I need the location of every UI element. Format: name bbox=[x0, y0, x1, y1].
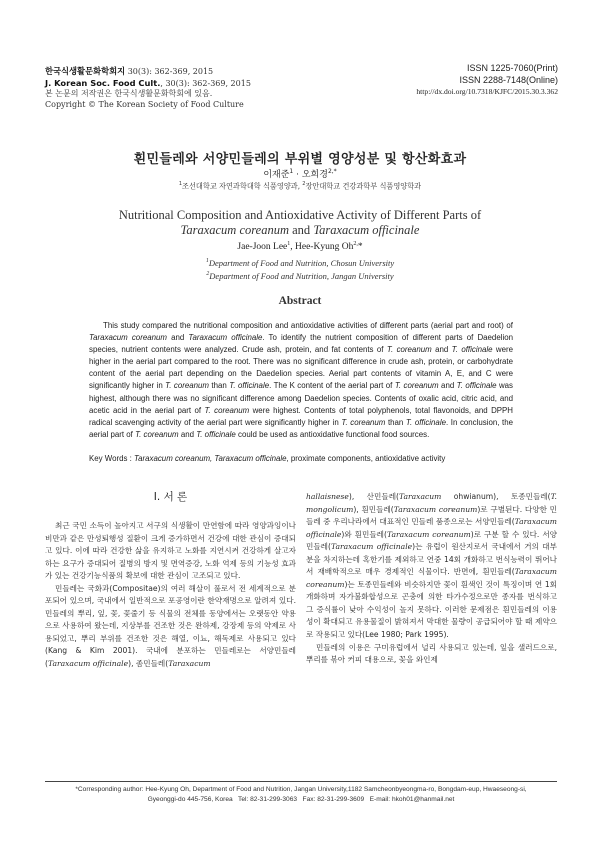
aff-2-en-sup: 2 bbox=[206, 270, 210, 277]
italic-run: Taraxacum coreanum bbox=[393, 504, 478, 514]
aff-2-ko-sup: 2 bbox=[302, 181, 306, 187]
corresponding-star: * bbox=[357, 242, 363, 253]
author-2-ko-sup: 2,* bbox=[327, 168, 337, 175]
text-run: )로 구분 할 수 있다. 서양민들레( bbox=[306, 529, 557, 552]
text-run: could be used as antioxidative functional food sources. bbox=[235, 429, 430, 439]
italic-run: Taraxacum bbox=[399, 492, 442, 501]
text-run: ohwianum), 토종민들레( bbox=[441, 492, 551, 501]
copyright-en: Copyright © The Korean Society of Food Culture bbox=[45, 99, 244, 109]
title-english-line1: Nutritional Composition and Antioxidative Activity of Different Parts of bbox=[118, 208, 482, 222]
italic-run: T. officinale bbox=[405, 417, 446, 427]
aff-2-en: Department of Food and Nutrition, Jangan University bbox=[209, 270, 394, 281]
aff-2-ko: 장안대학교 건강과학부 식품영양학과 bbox=[305, 181, 422, 191]
text-run: ), 산민들레( bbox=[348, 492, 399, 501]
italic-run: Taraxacum officinale bbox=[306, 517, 557, 539]
keywords-terms: Taraxacum coreanum, Taraxacum officinale bbox=[134, 454, 287, 463]
italic-run: T. coreanum bbox=[165, 381, 209, 391]
text-run: than bbox=[208, 381, 230, 391]
body-left-column bbox=[45, 520, 296, 671]
text-run: and bbox=[178, 429, 197, 439]
species-2: Taraxacum officinale bbox=[313, 223, 420, 237]
keywords bbox=[89, 454, 513, 463]
journal-name: 한국식생활문화학회지 bbox=[45, 66, 126, 76]
text-run: were higher in the aerial part compared to the root. There was no significant difference in crude ash, protein, or carbohydrate content of the aerial part depending on the Daedelion species. Aerial part contents of vitamin A, E, and C were significantly higher in bbox=[89, 345, 514, 391]
authors-english bbox=[0, 241, 600, 252]
author-2-en: Hee-Kyung Oh bbox=[295, 242, 354, 253]
abstract-heading: Abstract bbox=[278, 295, 322, 307]
authors-korean bbox=[0, 167, 600, 180]
affiliations-english bbox=[0, 256, 600, 282]
text-run: )로 구별된다. 다양한 민들레 중 우리나라에서 대표적인 민들레 품종으로는 서양민들레( bbox=[306, 504, 557, 527]
text-run: 최근 국민 소득이 높아지고 서구의 식생활이 만연함에 따라 영양과잉이나 비만과 같은 만성퇴행성 질환이 크게 증가하면서 건강에 대한 관심이 증대되고 있다. 이에 따라 건강한 삶을 유지하고 노화를 지연시켜 건강하게 살고자 하는 요구가 증대되어 질병의 방지 및 면역증강, 노화 억제 등의 기능성 효과가 있는 건강기능식품의 확보에 대한 관심이 고조되고 있다. bbox=[45, 521, 296, 581]
author-1-en: Jae-Joon Lee bbox=[237, 242, 288, 253]
italic-run: Taraxacum coreanum bbox=[306, 567, 557, 589]
footnote-line1: *Corresponding author: Hee-Kyung Oh, Department of Food and Nutrition, Jangan University,1182 Samcheonbyeongma-ro, Bongdam-eup, Hwaeseong-si, bbox=[75, 786, 527, 793]
author-2-en-sup: 2, bbox=[353, 241, 358, 247]
abstract-body bbox=[89, 320, 513, 441]
text-run: )와 흰민들레( bbox=[341, 529, 387, 539]
italic-run: Taraxacum officinale bbox=[188, 333, 263, 343]
body-right-column bbox=[306, 491, 557, 667]
text-run: ), 흰민들레( bbox=[353, 504, 394, 514]
text-run: were highest. Contents of total polyphenols, total flavonoids, and DPPH radical scavenging activity of the aerial part were significantly higher in bbox=[89, 405, 513, 427]
title-english bbox=[0, 208, 600, 238]
body-paragraph bbox=[45, 583, 296, 671]
body-paragraph bbox=[45, 520, 296, 583]
issn-print: ISSN 1225-7060(Print) bbox=[466, 63, 558, 73]
italic-run: hallaisnese bbox=[306, 492, 349, 501]
italic-run: Taraxacum bbox=[168, 659, 211, 669]
journal-abbreviation: J. Korean Soc. Food Cult. bbox=[45, 77, 161, 88]
aff-1-ko: 조선대학교 자연과학대학 식품영양과, bbox=[182, 181, 303, 191]
italic-run: T. officinale bbox=[451, 345, 493, 355]
body-paragraph bbox=[306, 642, 557, 667]
text-run: . In conclusion, the aerial part of bbox=[89, 417, 514, 439]
italic-run: Taraxacum officinale bbox=[330, 542, 413, 552]
text-run: . To identify the nutrient composition of different parts of Daedelion species, nutrient contents were analyzed. Crude ash, protein, and fat contents of bbox=[89, 333, 513, 355]
italic-run: Taraxacum coreanum bbox=[386, 529, 471, 539]
italic-run: Taraxacum coreanum bbox=[89, 333, 167, 343]
italic-run: T. mongolicum bbox=[306, 492, 557, 514]
journal-volume-en: 30(3): 362-369, 2015 bbox=[165, 78, 251, 88]
text-run: )는 유럽이 원산지로서 국내에서 거의 대부분을 차지하는데 혹한기를 제외하고 연중 14회 개화하고 번식능력이 뛰어나서 재배학적으로 매우 경제적인 식물이다. 반면에, 흰민들레( bbox=[306, 542, 557, 577]
text-run: and bbox=[166, 333, 189, 343]
text-run: ), 좀민들레( bbox=[128, 659, 169, 669]
issn-block bbox=[416, 63, 558, 98]
footnote-line2: Gyeonggi-do 445-756, Korea Tel: 82-31-299-3063 Fax: 82-31-299-3609 E-mail: hkoh01@hanmail.net bbox=[147, 795, 455, 803]
corresponding-author-footnote bbox=[45, 785, 557, 804]
author-1-ko: 이재준 bbox=[263, 170, 290, 180]
author-1-en-sup: 1 bbox=[287, 241, 291, 247]
aff-1-en-sup: 1 bbox=[205, 258, 209, 264]
journal-header: 한국식생활문화학회지 30(3): 362-369, 2015 J. Korean Soc. Food Cult., 30(3): 362-369, 2015 본 논문의 저작권은 한국식생활문화학회에 있음. Copyright © The Korean Society of Food Culture bbox=[45, 66, 251, 109]
footnote-divider bbox=[45, 781, 557, 782]
section-heading: Ⅰ. 서 론 bbox=[153, 491, 188, 503]
issn-online: ISSN 2288-7148(Online) bbox=[459, 74, 558, 85]
italic-run: T. coreanum bbox=[135, 429, 179, 439]
italic-run: T. coreanum bbox=[204, 405, 250, 415]
copyright-ko: 본 논문의 저작권은 한국식생활문화학회에 있음. bbox=[45, 89, 213, 98]
abstract-paragraph bbox=[89, 320, 513, 441]
aff-1-en: Department of Food and Nutrition, Chosun University bbox=[208, 257, 395, 268]
author-separator-en: , bbox=[290, 242, 296, 253]
text-run: )는 토종민들레와 비슷하지만 꽃이 흰색인 것이 특징이며 연 1회 개화하며 자가불화합성으로 곤충에 의한 타가수정으로만 종자를 번식하고 그 증식률이 낮아 수익성이 높지 못하다. 이러한 문제점은 흰민들레의 이용성이 확대되고 유용물질이 밝혀져서 막대한 물량이 공급되어야 할 때 제약으로 작용되고 있다(Lee 1980; Park 1995). bbox=[306, 579, 557, 640]
italic-run: Taraxacum officinale bbox=[47, 659, 129, 669]
author-separator-ko: · bbox=[293, 170, 302, 180]
aff-1-ko-sup: 1 bbox=[178, 181, 183, 187]
species-1: Taraxacum coreanum bbox=[180, 223, 289, 237]
text-run: . The K content of the aerial part of bbox=[269, 381, 395, 391]
text-run: was highest, although there was no significant difference among Daedelion species. Contents of oxalic acid, citric acid, and acetic acid in the aerial part of bbox=[89, 381, 513, 415]
doi-link[interactable]: http://dx.doi.org/10.7318/KJFC/2015.30.3.362 bbox=[416, 87, 558, 96]
italic-run: T. officinale bbox=[196, 429, 236, 439]
text-run: This study compared the nutritional composition and antioxidative activities of different parts (aerial part and root) of bbox=[103, 321, 513, 330]
text-run: 민들레의 이용은 구미유럽에서 널리 사용되고 있는데, 잎을 샐러드으로, 뿌리를 볶아 커피 대용으로, 꽃을 와인제 bbox=[306, 642, 557, 665]
italic-run: T. officinale bbox=[456, 381, 497, 391]
author-1-ko-sup: 1 bbox=[289, 168, 294, 175]
italic-run: T. coreanum bbox=[394, 381, 439, 391]
journal-volume-ko: 30(3): 362-369, 2015 bbox=[127, 67, 214, 76]
italic-run: T. coreanum bbox=[341, 417, 386, 427]
keywords-rest: , proximate components, antioxidative activity bbox=[286, 454, 446, 463]
keywords-label: Key Words : bbox=[89, 454, 135, 463]
affiliations-korean bbox=[0, 181, 600, 191]
title-and: and bbox=[289, 223, 314, 237]
text-run: 민들레는 국화과(Compositae)의 여러 해살이 풀로서 전 세계적으로 분포되어 있으며, 국내에서 일반적으로 포공영이란 한약재명으로 알려져 있다. 민들레의 뿌리, 잎, 꽃, 꽃줄기 등 식물의 전체를 동양에서는 오랫동안 약용으로 사용하여 왔는데, 지상부를 건조한 것은 완하제, 강장제 등의 약제로 사용되었고, 뿌리 부위를 건조한 것은 해열, 이뇨, 해독제로 사용되고 있다(Kang & Kim 2001). 국내에 분포하는 민들레로는 서양민들레( bbox=[45, 583, 296, 669]
text-run: and bbox=[431, 345, 452, 355]
text-run: and bbox=[438, 381, 457, 391]
italic-run: T. coreanum bbox=[386, 345, 432, 355]
text-run: than bbox=[385, 417, 406, 427]
italic-run: T. officinale bbox=[229, 381, 270, 391]
body-paragraph-continued bbox=[306, 491, 557, 642]
title-korean: 흰민들레와 서양민들레의 부위별 영양성분 및 항산화효과 bbox=[133, 152, 467, 167]
author-2-ko: 오희경 bbox=[301, 170, 328, 180]
